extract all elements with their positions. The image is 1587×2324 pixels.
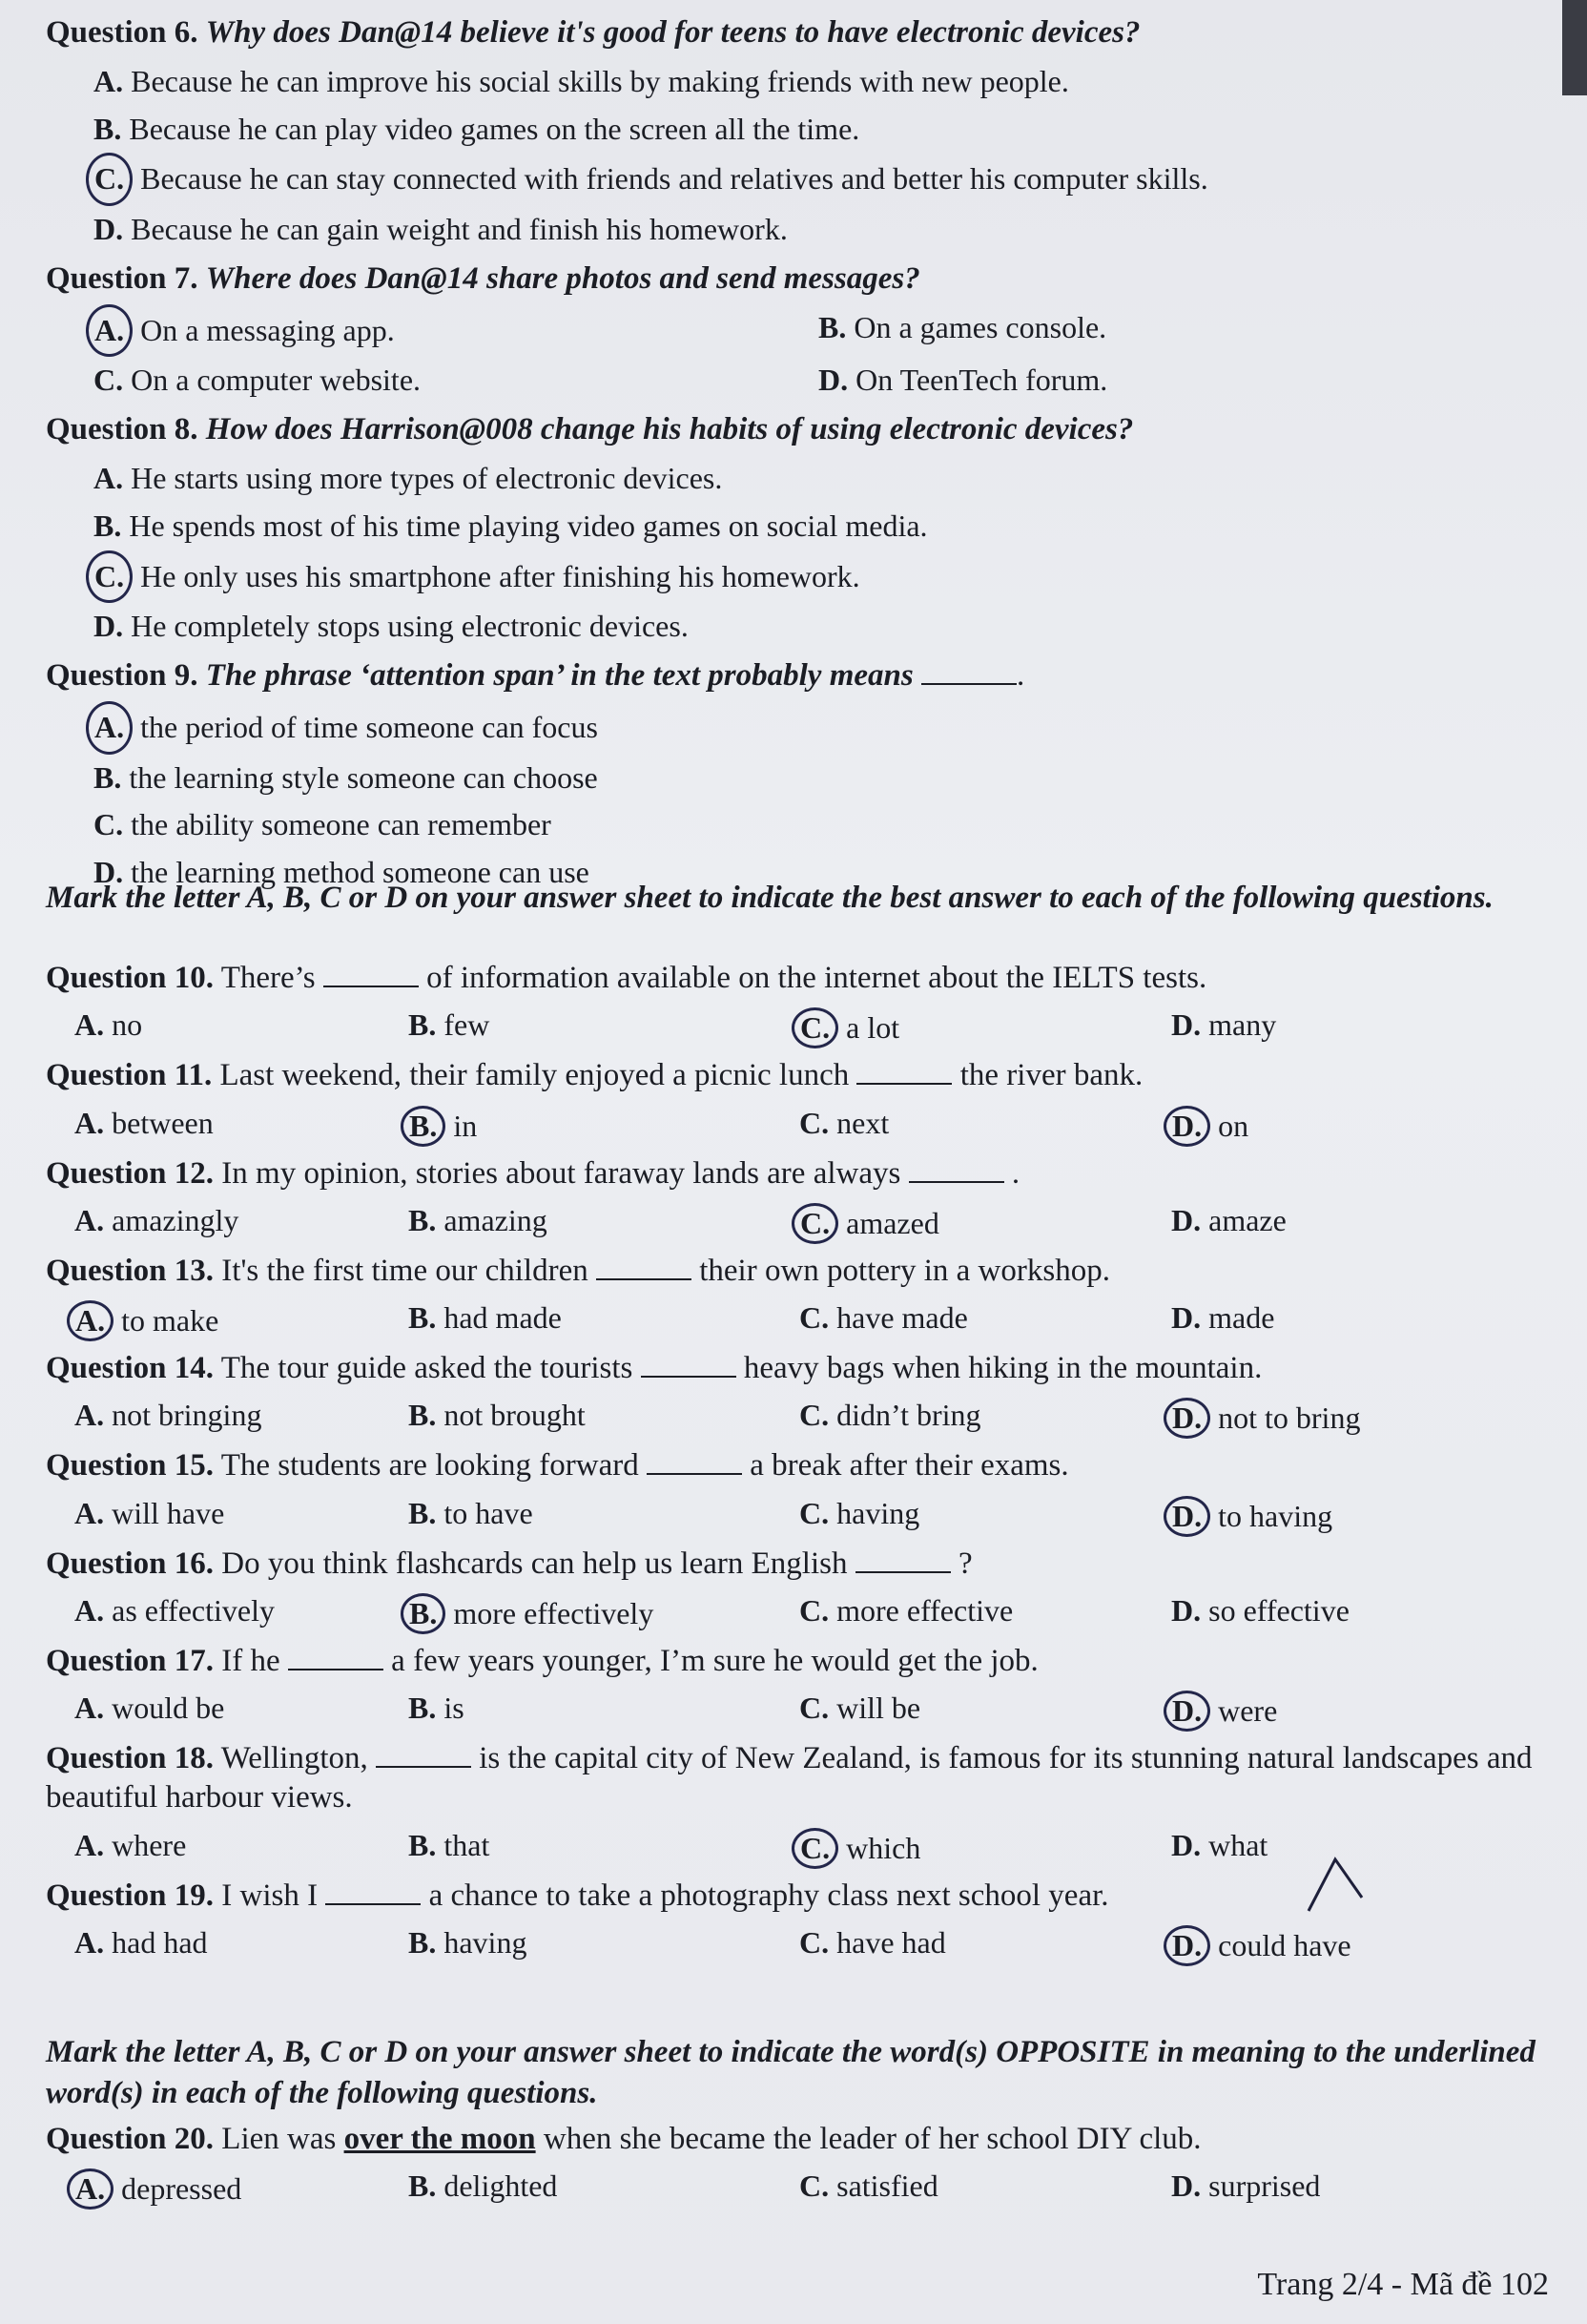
option-letter: C. — [799, 1105, 830, 1140]
option-text: the period of time someone can focus — [140, 709, 598, 744]
answer-option[interactable] — [74, 2168, 408, 2210]
option-letter: B. — [93, 508, 122, 543]
question-text-before: The students are looking forward — [220, 1448, 639, 1484]
answer-blank — [325, 1882, 421, 1905]
answer-option[interactable] — [799, 1925, 1171, 1966]
option-text: not bringing — [112, 1398, 262, 1433]
answer-option[interactable] — [818, 357, 1486, 405]
question-15 — [46, 1446, 1553, 1536]
option-text: He only uses his smartphone after finishing his homework. — [140, 558, 860, 593]
option-letter: C. — [799, 1300, 830, 1335]
option-text: amazed — [846, 1205, 939, 1240]
option-text: have made — [836, 1300, 968, 1335]
answer-option[interactable] — [93, 550, 1553, 604]
option-letter: C. — [799, 2168, 830, 2204]
question-text-after: a few years younger, I’m sure he would get the job. — [391, 1643, 1039, 1678]
page-footer: Trang 2/4 - Mã đề 102 — [1257, 2267, 1549, 2302]
option-text: next — [836, 1105, 890, 1140]
question-text-before: Do you think flashcards can help us learn English — [221, 1546, 848, 1581]
option-letter: C. — [792, 1203, 838, 1244]
answer-option[interactable] — [93, 801, 1553, 849]
answer-blank — [641, 1355, 736, 1378]
option-letter: A. — [74, 1592, 105, 1628]
option-text: having — [443, 1924, 527, 1960]
answer-blank — [323, 965, 419, 987]
option-text: Because he can improve his social skills by making friends with new people. — [131, 64, 1069, 99]
question-stem — [46, 1154, 1553, 1193]
option-letter: B. — [408, 1827, 437, 1862]
option-text: made — [1208, 1300, 1275, 1335]
option-letter: D. — [1171, 1300, 1202, 1335]
question-number: Question 14. — [46, 1351, 215, 1385]
option-text: Because he can stay connected with friends and relatives and better his computer skills. — [140, 161, 1208, 197]
answer-blank — [288, 1648, 383, 1670]
question-text: Why does Dan@14 believe it's good for teens to have electronic devices? — [205, 15, 1141, 50]
answer-option[interactable] — [1171, 1496, 1534, 1537]
answer-blank — [921, 662, 1017, 685]
answer-option[interactable] — [799, 1106, 1171, 1147]
answer-option[interactable] — [74, 1496, 408, 1537]
answer-option[interactable] — [408, 1398, 799, 1439]
answer-option[interactable] — [74, 1106, 408, 1147]
answer-option[interactable] — [93, 153, 1553, 206]
question-text-after: a break after their exams. — [750, 1448, 1069, 1484]
option-letter: D. — [1164, 1106, 1210, 1147]
question-stem — [46, 410, 1553, 449]
option-text: where — [112, 1827, 187, 1862]
option-text: which — [846, 1830, 921, 1865]
option-text: between — [112, 1105, 214, 1140]
question-text-before: Wellington, — [220, 1741, 368, 1775]
options-group — [93, 304, 1553, 405]
grammar-questions-section — [46, 959, 1553, 1974]
option-letter: B. — [408, 1202, 437, 1237]
option-letter: A. — [74, 1202, 105, 1237]
option-text: didn’t bring — [836, 1398, 981, 1433]
option-letter: B. — [408, 1398, 437, 1433]
option-text: satisfied — [836, 2168, 938, 2204]
answer-option[interactable] — [74, 1203, 408, 1244]
option-letter: C. — [93, 807, 124, 842]
question-tail: . — [1016, 657, 1025, 693]
answer-option[interactable] — [93, 304, 818, 358]
question-text-after: ? — [958, 1546, 973, 1581]
option-text: amazing — [443, 1202, 547, 1237]
option-text: not brought — [443, 1398, 586, 1433]
answer-option[interactable] — [408, 1203, 799, 1244]
instruction-1-block — [46, 878, 1553, 919]
option-letter: D. — [1164, 1925, 1210, 1966]
option-letter: B. — [401, 1593, 445, 1634]
answer-option[interactable] — [74, 1828, 408, 1869]
option-text: depressed — [121, 2171, 242, 2207]
option-letter: A. — [74, 1105, 105, 1140]
option-letter: A. — [93, 64, 124, 99]
option-text: amaze — [1208, 1202, 1287, 1237]
question-text-before: It's the first time our children — [221, 1253, 588, 1288]
question-stem — [46, 656, 1553, 695]
question-14 — [46, 1349, 1553, 1439]
question-stem — [46, 1446, 1553, 1485]
options-group — [74, 1300, 1553, 1341]
option-letter: D. — [1171, 1827, 1202, 1862]
option-text: few — [443, 1007, 490, 1043]
answer-option[interactable] — [93, 106, 1553, 154]
option-letter: C. — [86, 153, 133, 206]
question-text-before: I wish I — [221, 1878, 319, 1913]
option-letter: B. — [401, 1106, 445, 1147]
option-text: no — [112, 1007, 143, 1043]
option-letter: A. — [67, 2168, 113, 2210]
answer-option[interactable] — [1171, 1398, 1534, 1439]
answer-option[interactable] — [1171, 1203, 1534, 1244]
options-group — [93, 701, 1553, 896]
option-text: will be — [836, 1691, 921, 1725]
question-text-before: In my opinion, stories about faraway lands are always — [221, 1155, 901, 1191]
answer-option[interactable] — [93, 357, 818, 405]
answer-option[interactable] — [818, 304, 1486, 358]
option-text: were — [1218, 1693, 1278, 1728]
option-letter: C. — [799, 1495, 830, 1530]
option-letter: B. — [818, 309, 847, 344]
question-stem — [46, 959, 1553, 998]
option-letter: B. — [408, 1007, 437, 1043]
option-letter: B. — [408, 2168, 437, 2204]
question-text-before: Lien was — [221, 2122, 337, 2156]
question-number: Question 19. — [46, 1878, 215, 1913]
option-letter: D. — [1164, 1398, 1210, 1439]
question-number: Question 13. — [46, 1253, 215, 1288]
answer-blank — [909, 1160, 1004, 1183]
question-16 — [46, 1545, 1553, 1634]
option-letter: A. — [74, 1691, 105, 1725]
answer-option[interactable] — [93, 701, 1553, 755]
option-letter: B. — [408, 1924, 437, 1960]
question-text-before: If he — [221, 1643, 280, 1678]
answer-option[interactable] — [1171, 1300, 1534, 1341]
question-6 — [46, 13, 1553, 254]
options-group — [74, 2168, 1553, 2210]
question-stem — [46, 1349, 1553, 1388]
question-stem — [46, 13, 1553, 52]
option-text: on — [1218, 1108, 1249, 1143]
question-9 — [46, 656, 1553, 897]
options-group — [93, 455, 1553, 650]
answer-option[interactable] — [93, 603, 1553, 651]
option-text: He completely stops using electronic devices. — [131, 609, 689, 644]
question-7 — [46, 259, 1553, 405]
question-text-after: when she became the leader of her school DIY club. — [543, 2122, 1202, 2156]
answer-option[interactable] — [1171, 1691, 1534, 1732]
option-letter: D. — [93, 212, 124, 247]
answer-option[interactable] — [408, 1496, 799, 1537]
question-number: Question 16. — [46, 1546, 215, 1581]
answer-option[interactable] — [408, 1925, 799, 1966]
handwritten-x-mark — [1307, 1856, 1364, 1913]
question-number: Question 12. — [46, 1155, 215, 1191]
option-text: is — [443, 1691, 464, 1725]
question-stem — [46, 1056, 1553, 1095]
question-text-after: heavy bags when hiking in the mountain. — [743, 1351, 1263, 1385]
question-text-after: is the capital city of New Zealand, is famous for its stunning natural landscapes and beautiful harbour views. — [46, 1741, 1533, 1816]
option-text: the learning style someone can choose — [129, 759, 598, 795]
option-text: He starts using more types of electronic devices. — [131, 461, 723, 496]
option-text: On a messaging app. — [140, 312, 395, 347]
option-text: delighted — [443, 2168, 558, 2204]
question-stem — [46, 1252, 1553, 1291]
option-letter: A. — [74, 1924, 105, 1960]
option-text: amazingly — [112, 1202, 239, 1237]
answer-option[interactable] — [1171, 2168, 1534, 2210]
instruction-2-block — [46, 2032, 1553, 2114]
option-letter: C. — [792, 1007, 838, 1048]
question-8 — [46, 410, 1553, 651]
options-group — [74, 1925, 1553, 1966]
option-text: He spends most of his time playing video games on social media. — [129, 508, 928, 543]
option-letter: D. — [93, 854, 124, 889]
option-text: a lot — [846, 1010, 900, 1046]
question-stem — [46, 1545, 1553, 1584]
option-letter: D. — [1171, 1592, 1202, 1628]
question-18 — [46, 1739, 1553, 1869]
option-letter: A. — [74, 1007, 105, 1043]
option-letter: D. — [93, 609, 124, 644]
answer-option[interactable] — [799, 1691, 1171, 1732]
answer-option[interactable] — [1171, 1925, 1534, 1966]
option-text: what — [1208, 1827, 1268, 1862]
question-number: Question 11. — [46, 1058, 213, 1093]
question-number: Question 15. — [46, 1448, 215, 1484]
question-20 — [46, 2120, 1553, 2210]
answer-option[interactable] — [1171, 1106, 1534, 1147]
question-text-after: the river bank. — [959, 1058, 1144, 1093]
question-text: How does Harrison@008 change his habits of using electronic devices? — [205, 412, 1134, 447]
option-letter: C. — [792, 1828, 838, 1869]
option-text: had made — [443, 1300, 562, 1335]
option-letter: D. — [1171, 2168, 1202, 2204]
options-group — [74, 1593, 1553, 1634]
question-number: Question 10. — [46, 961, 215, 995]
answer-option[interactable] — [799, 1593, 1171, 1634]
option-letter: D. — [1164, 1691, 1210, 1732]
question-text-after: . — [1011, 1155, 1020, 1191]
question-number: Question 8. — [46, 412, 198, 447]
answer-option[interactable] — [408, 1593, 799, 1634]
option-text: will have — [112, 1495, 225, 1530]
option-text: many — [1208, 1007, 1277, 1043]
option-text: more effectively — [453, 1595, 654, 1630]
options-group — [74, 1398, 1553, 1439]
option-letter: D. — [1171, 1202, 1202, 1237]
reading-questions-section — [46, 13, 1553, 902]
option-text: would be — [112, 1691, 225, 1725]
option-text: On a computer website. — [131, 363, 422, 398]
option-text: had had — [112, 1924, 208, 1960]
option-text: that — [443, 1827, 490, 1862]
answer-option[interactable] — [408, 1106, 799, 1147]
answer-option[interactable] — [1171, 1593, 1534, 1634]
answer-option[interactable] — [74, 1007, 408, 1048]
option-text: more effective — [836, 1592, 1014, 1628]
option-text: On TeenTech forum. — [855, 363, 1108, 398]
answer-option[interactable] — [799, 1398, 1171, 1439]
instruction-2: Mark the letter A, B, C or D on your answer sheet to indicate the word(s) OPPOSITE in meaning to the underlined word(s) in each of the following questions. — [46, 2035, 1535, 2110]
option-text: to have — [443, 1495, 533, 1530]
question-text-after: a chance to take a photography class next school year. — [428, 1878, 1109, 1913]
answer-option[interactable] — [408, 1007, 799, 1048]
answer-option[interactable] — [74, 1398, 408, 1439]
option-text: not to bring — [1218, 1401, 1361, 1436]
answer-option[interactable] — [93, 58, 1553, 106]
question-text-before: The tour guide asked the tourists — [220, 1351, 633, 1385]
option-text: as effectively — [112, 1592, 275, 1628]
option-letter: D. — [1164, 1496, 1210, 1537]
option-text: in — [453, 1108, 478, 1143]
answer-option[interactable] — [799, 1496, 1171, 1537]
answer-option[interactable] — [408, 1691, 799, 1732]
option-letter: C. — [799, 1592, 830, 1628]
answer-option[interactable] — [799, 2168, 1171, 2210]
option-letter: A. — [74, 1398, 105, 1433]
option-letter: B. — [408, 1300, 437, 1335]
answer-blank — [596, 1257, 691, 1280]
answer-blank — [376, 1745, 471, 1768]
instruction-1: Mark the letter A, B, C or D on your answer sheet to indicate the best answer to each of the following questions. — [46, 881, 1494, 915]
option-letter: B. — [408, 1691, 437, 1725]
option-letter: A. — [93, 461, 124, 496]
answer-option[interactable] — [93, 755, 1553, 802]
question-12 — [46, 1154, 1553, 1244]
question-text-after: of information available on the internet about the IELTS tests. — [426, 961, 1207, 995]
option-text: to having — [1218, 1498, 1333, 1533]
opposite-question-section — [46, 2120, 1553, 2210]
answer-option[interactable] — [799, 1203, 1171, 1244]
question-stem — [46, 2120, 1553, 2159]
question-text-before: Last weekend, their family enjoyed a picnic lunch — [219, 1058, 850, 1093]
question-number: Question 18. — [46, 1741, 215, 1775]
options-group — [74, 1203, 1553, 1244]
answer-option[interactable] — [74, 1691, 408, 1732]
option-letter: C. — [799, 1398, 830, 1433]
question-17 — [46, 1642, 1553, 1732]
options-group — [93, 58, 1553, 253]
option-text: the ability someone can remember — [131, 807, 551, 842]
page-edge-shadow — [1562, 0, 1587, 95]
option-letter: A. — [74, 1495, 105, 1530]
answer-option[interactable] — [74, 1593, 408, 1634]
answer-option[interactable] — [93, 503, 1553, 550]
options-group — [74, 1007, 1553, 1048]
answer-option[interactable] — [799, 1007, 1171, 1048]
option-letter: A. — [86, 701, 133, 755]
options-group — [74, 1496, 1553, 1537]
answer-option[interactable] — [408, 1300, 799, 1341]
option-text: Because he can gain weight and finish his homework. — [131, 212, 788, 247]
option-text: could have — [1218, 1927, 1351, 1962]
answer-blank — [856, 1062, 952, 1085]
answer-option[interactable] — [74, 1300, 408, 1341]
answer-blank — [647, 1452, 742, 1475]
question-number: Question 6. — [46, 15, 198, 50]
underlined-phrase: over the moon — [343, 2122, 536, 2156]
options-group — [74, 1691, 1553, 1732]
answer-option[interactable] — [74, 1925, 408, 1966]
question-number: Question 9. — [46, 657, 198, 693]
answer-option[interactable] — [93, 455, 1553, 503]
option-letter: C. — [799, 1691, 830, 1725]
question-number: Question 20. — [46, 2122, 215, 2156]
answer-option[interactable] — [799, 1300, 1171, 1341]
question-13 — [46, 1252, 1553, 1341]
options-group — [74, 1106, 1553, 1147]
option-letter: B. — [408, 1495, 437, 1530]
option-text: surprised — [1208, 2168, 1321, 2204]
question-text: Where does Dan@14 share photos and send messages? — [205, 260, 920, 296]
option-text: the learning method someone can use — [131, 854, 589, 889]
answer-option[interactable] — [93, 206, 1553, 254]
question-stem — [46, 1739, 1553, 1818]
option-letter: B. — [93, 759, 122, 795]
option-letter: B. — [93, 111, 122, 146]
answer-option[interactable] — [799, 1828, 1171, 1869]
question-stem — [46, 259, 1553, 299]
option-letter: C. — [93, 363, 124, 398]
option-text: to make — [121, 1303, 219, 1338]
option-text: have had — [836, 1924, 946, 1960]
option-letter: A. — [67, 1300, 113, 1341]
question-text-after: their own pottery in a workshop. — [699, 1253, 1110, 1288]
question-11 — [46, 1056, 1553, 1146]
option-letter: C. — [86, 550, 133, 604]
answer-option[interactable] — [408, 1828, 799, 1869]
question-text-before: There’s — [220, 961, 316, 995]
question-number: Question 7. — [46, 260, 198, 296]
option-letter: A. — [74, 1827, 105, 1862]
option-letter: A. — [86, 304, 133, 358]
answer-option[interactable] — [408, 2168, 799, 2210]
answer-option[interactable] — [1171, 1007, 1534, 1048]
option-letter: C. — [799, 1924, 830, 1960]
question-number: Question 17. — [46, 1643, 215, 1678]
option-text: Because he can play video games on the screen all the time. — [129, 111, 860, 146]
option-text: On a games console. — [854, 309, 1107, 344]
option-text: having — [836, 1495, 920, 1530]
question-10 — [46, 959, 1553, 1048]
question-stem — [46, 1642, 1553, 1681]
option-letter: D. — [1171, 1007, 1202, 1043]
question-text: The phrase ‘attention span’ in the text probably means — [205, 657, 914, 693]
answer-blank — [855, 1550, 951, 1573]
option-text: so effective — [1208, 1592, 1350, 1628]
option-letter: D. — [818, 363, 849, 398]
